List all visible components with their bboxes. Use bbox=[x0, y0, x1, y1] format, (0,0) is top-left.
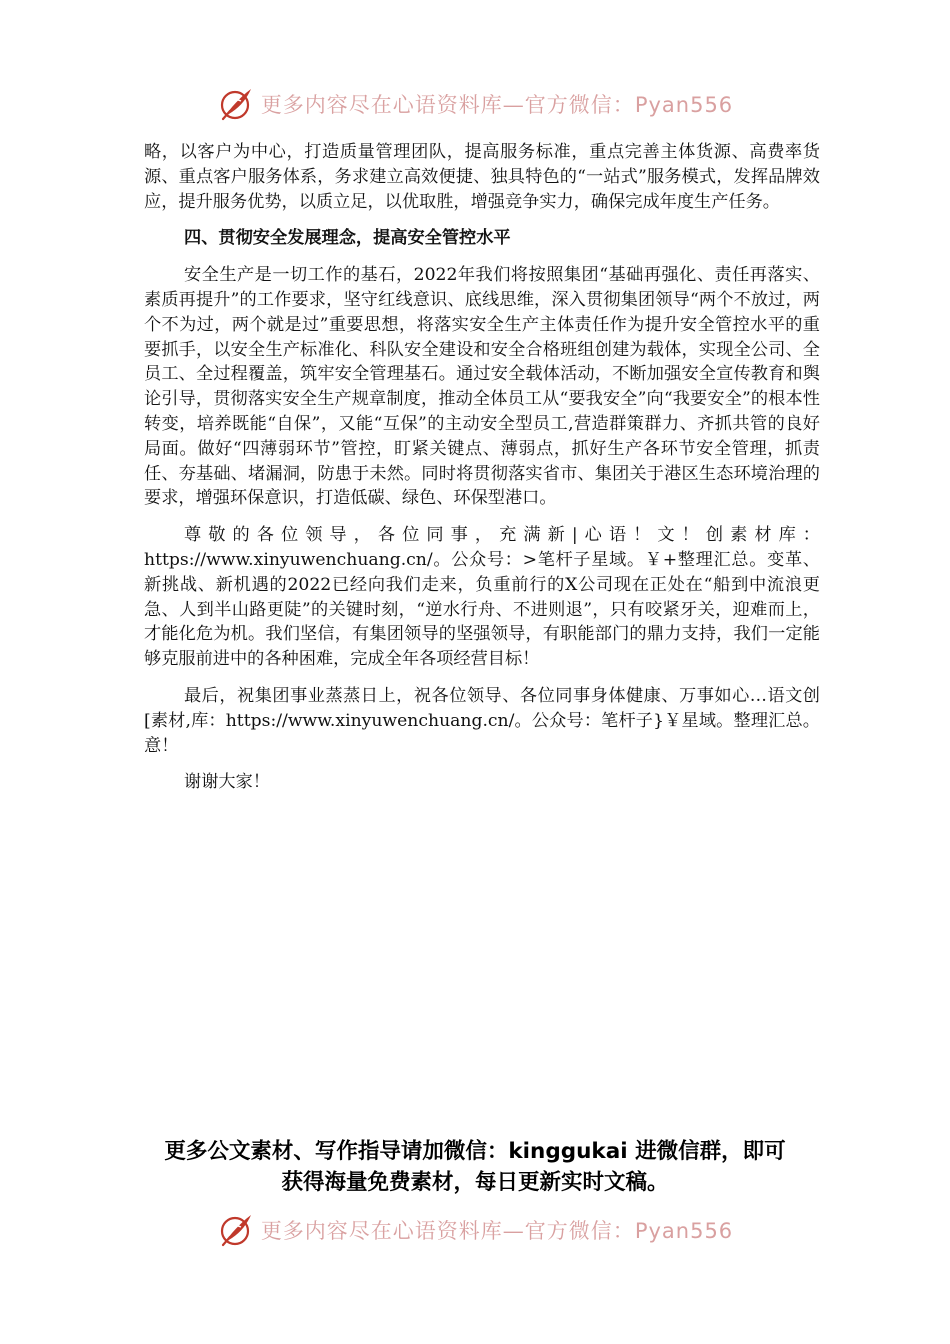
header-banner bbox=[0, 82, 950, 126]
banner-label: 更多内容尽在心语资料库—官方微信： bbox=[260, 1219, 635, 1243]
footer-line-2: 获得海量免费素材，每日更新实时文稿。 bbox=[281, 1170, 669, 1195]
document-body bbox=[144, 140, 820, 795]
footer-line-1: 更多公文素材、写作指导请加微信：kinggukai 进微信群，即可 bbox=[164, 1139, 786, 1164]
footer-banner bbox=[0, 1208, 950, 1252]
banner-text bbox=[261, 89, 733, 119]
paragraph-continued: 略，以客户为中心，打造质量管理团队，提高服务标准，重点完善主体货源、高费率货源、重点客户服务体系，务求建立高效便捷、独具特色的“一站式”服务模式，发挥品牌效应，提升服务优势，以质立足，以优取胜，增强竞争实力，确保完成年度生产任务。 bbox=[144, 142, 820, 212]
paragraph-thanks: 谢谢大家！ bbox=[184, 772, 270, 793]
paragraph-greeting: 尊敬的各位领导，各位同事，充满新|心语！文！创素材库：https://www.xinyuwenchuang.cn/。公众号：>笔杆子星域。￥+整理汇总。变革、新挑战、新机遇的2022已经向我们走来，负重前行的X公司现在正处在“船到中流浪更急、人到半山路更陡”的关键时刻，“逆水行舟、不进则退”，只有咬紧牙关，迎难而上，才能化危为机。我们坚信，有集团领导的坚强领导，有职能部门的鼎力支持，我们一定能够克服前进中的各种困难，完成全年各项经营目标！ bbox=[144, 525, 820, 670]
paragraph-closing-wishes: 最后，祝集团事业蒸蒸日上，祝各位领导、各位同事身体健康、万事如心…语文创[素材,库：https://www.xinyuwenchuang.cn/。公众号：笔杆子}￥星域。整理汇总。意！ bbox=[144, 685, 820, 756]
banner-text bbox=[261, 1215, 733, 1245]
section-heading-4: 四、贯彻安全发展理念，提高安全管控水平 bbox=[184, 228, 511, 249]
footer-promo bbox=[100, 1136, 850, 1198]
quill-logo-icon bbox=[217, 84, 257, 124]
banner-label: 更多内容尽在心语资料库—官方微信： bbox=[260, 93, 635, 117]
banner-wechat-id: Pyan556 bbox=[634, 1219, 734, 1243]
banner-wechat-id: Pyan556 bbox=[634, 93, 734, 117]
paragraph-safety: 安全生产是一切工作的基石，2022年我们将按照集团“基础再强化、责任再落实、素质再提升”的工作要求，坚守红线意识、底线思维，深入贯彻集团领导“两个不放过，两个不为过，两个就是过”重要思想，将落实安全生产主体责任作为提升安全管控水平的重要抓手，以安全生产标准化、科队安全建设和安全合格班组创建为载体，实现全公司、全员工、全过程覆盖，筑牢安全管理基石。通过安全载体活动，不断加强安全宣传教育和舆论引导，贯彻落实安全生产规章制度，推动全体员工从“要我安全”向“我要安全”的根本性转变，培养既能“自保”，又能“互保”的主动安全型员工,营造群策群力、齐抓共管的良好局面。做好“四薄弱环节”管控，盯紧关键点、薄弱点，抓好生产各环节安全管理，抓责任、夯基础、堵漏洞，防患于未然。同时将贯彻落实省市、集团关于港区生态环境治理的要求，增强环保意识，打造低碳、绿色、环保型港口。 bbox=[144, 265, 820, 509]
quill-logo-icon bbox=[217, 1210, 257, 1250]
